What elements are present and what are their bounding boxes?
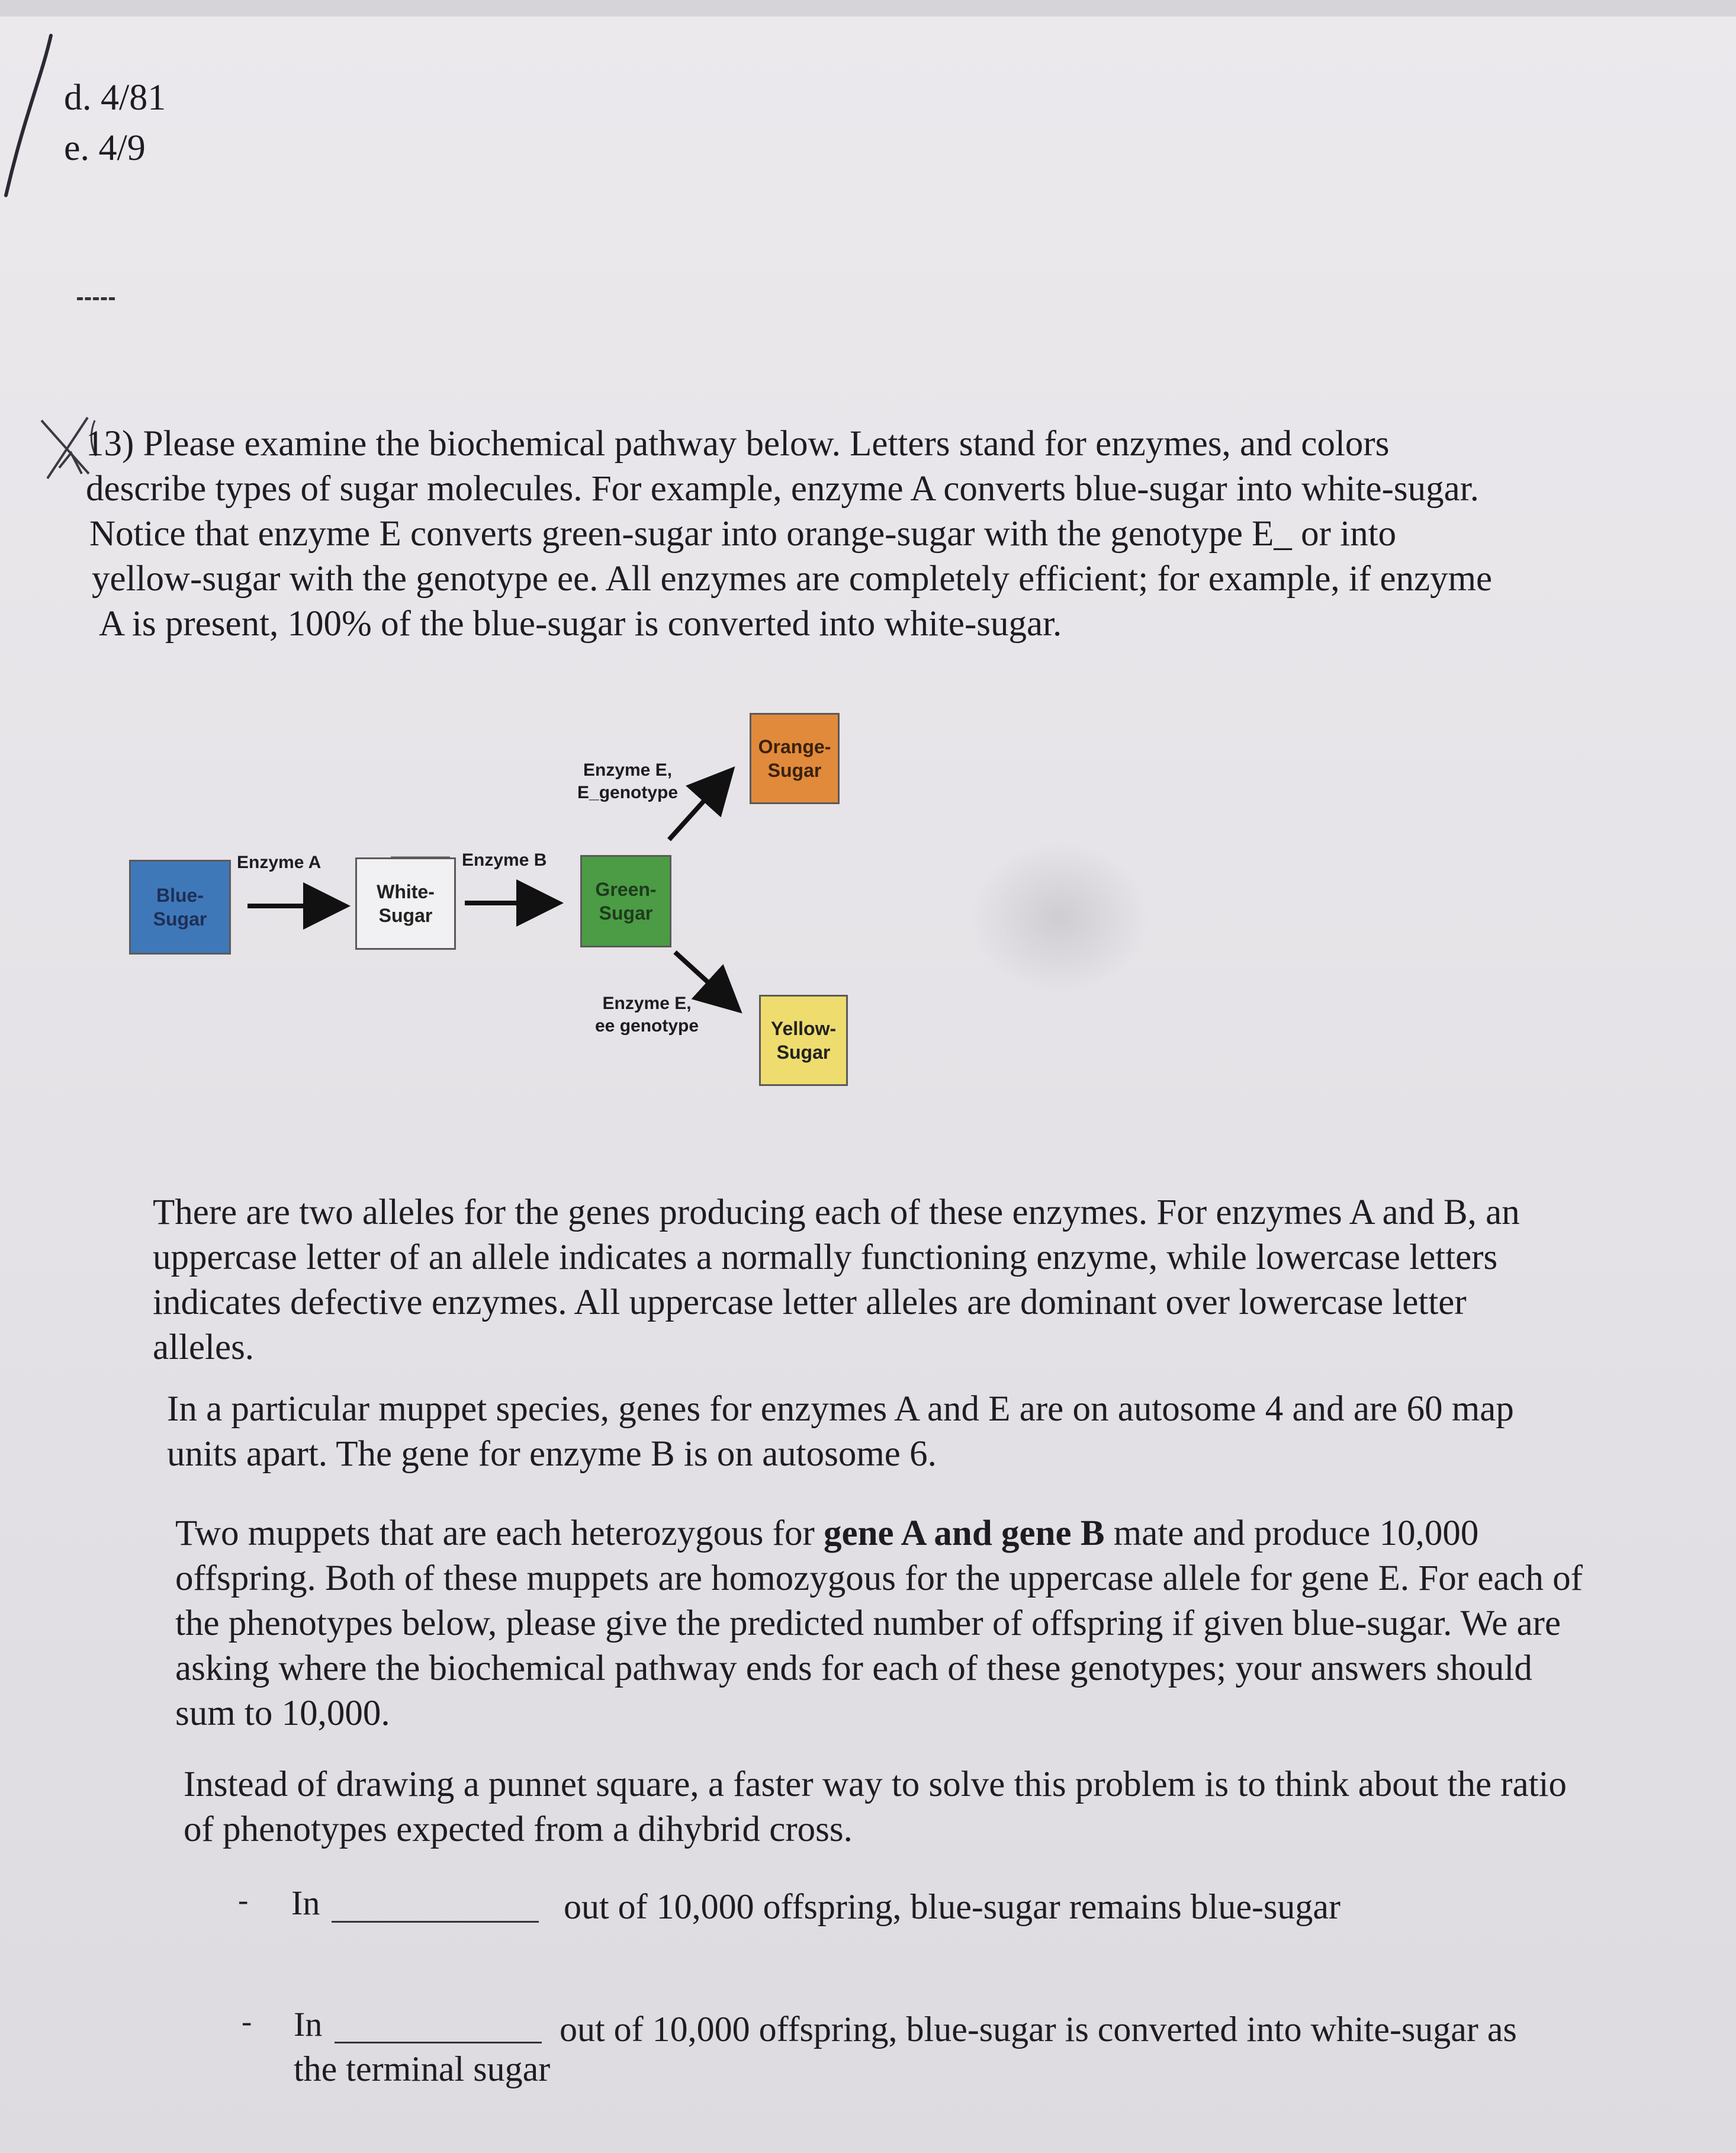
yellow-sugar-label: Yellow- Sugar	[770, 1018, 837, 1063]
option-e: e. 4/9	[64, 128, 146, 168]
alleles-paragraph	[153, 1190, 1520, 1370]
cross-text: mate and produce 10,000	[1104, 1513, 1479, 1553]
answer-blank-field[interactable]	[335, 2042, 542, 2043]
question-line: describe types of sugar molecules. For example, enzyme A converts blue-sugar into white-sugar.	[86, 469, 1479, 509]
alleles-line: uppercase letter of an allele indicates a normally functioning enzyme, while lowercase letters	[153, 1238, 1498, 1277]
cross-line: sum to 10,000.	[175, 1694, 390, 1733]
hint-line: Instead of drawing a punnet square, a faster way to solve this problem is to think about the ratio	[184, 1765, 1567, 1804]
yellow-sugar-box	[759, 995, 848, 1086]
answer-prefix: In	[291, 1884, 320, 1922]
enzyme-e-dominant-label: Enzyme E, E_genotype	[577, 760, 679, 802]
answer-prefix: In	[294, 2005, 323, 2043]
blue-sugar-label: Blue- Sugar	[153, 885, 207, 930]
orange-sugar-label: Orange- Sugar	[758, 736, 831, 781]
green-sugar-box	[580, 855, 671, 947]
cross-line	[175, 1511, 1583, 1556]
hint-line: of phenotypes expected from a dihybrid cross.	[184, 1810, 853, 1849]
alleles-line: There are two alleles for the genes producing each of these enzymes. For enzymes A and B, an	[153, 1193, 1520, 1232]
alleles-line: indicates defective enzymes. All uppercase letter alleles are dominant over lowercase letter	[153, 1283, 1467, 1322]
enzyme-a-label: Enzyme A	[237, 853, 322, 872]
question-line: A is present, 100% of the blue-sugar is converted into white-sugar.	[99, 604, 1062, 644]
linkage-line: units apart. The gene for enzyme B is on autosome 6.	[167, 1434, 937, 1474]
answer-blank-field[interactable]	[332, 1921, 539, 1923]
cross-bold-genes: gene A and gene B	[824, 1513, 1105, 1553]
hint-paragraph	[184, 1762, 1567, 1852]
alleles-line: alleles.	[153, 1328, 255, 1367]
cross-line: asking where the biochemical pathway ends for each of these genotypes; your answers should	[175, 1649, 1532, 1688]
answer-suffix: out of 10,000 offspring, blue-sugar is converted into white-sugar as	[560, 2010, 1517, 2049]
blue-sugar-box	[129, 860, 231, 955]
enzyme-b-label: Enzyme B	[462, 850, 547, 870]
bullet-dash: -	[242, 2005, 252, 2039]
question-line: 13) Please examine the biochemical pathway below. Letters stand for enzymes, and colors	[86, 424, 1390, 464]
option-d: d. 4/81	[64, 78, 166, 118]
linkage-line: In a particular muppet species, genes for enzymes A and E are on autosome 4 and are 60 map	[167, 1389, 1514, 1429]
green-sugar-label: Green- Sugar	[595, 879, 657, 924]
linkage-paragraph	[167, 1387, 1514, 1477]
bullet-dash: -	[238, 1884, 249, 1917]
answer-continuation: the terminal sugar	[294, 2049, 551, 2088]
answer-suffix: out of 10,000 offspring, blue-sugar remains blue-sugar	[564, 1887, 1340, 1926]
white-sugar-box	[355, 857, 456, 950]
orange-sugar-box	[750, 713, 840, 804]
shadow-smudge	[971, 841, 1149, 995]
question-line: yellow-sugar with the genotype ee. All enzymes are completely efficient; for example, if enzyme	[92, 559, 1493, 599]
question-line: Notice that enzyme E converts green-sugar into orange-sugar with the genotype E_ or into	[89, 514, 1397, 554]
white-sugar-label: White- Sugar	[377, 881, 435, 926]
cross-paragraph	[175, 1511, 1583, 1736]
enzyme-e-recessive-label: Enzyme E, ee genotype	[595, 994, 699, 1036]
cross-line: the phenotypes below, please give the predicted number of offspring if given blue-sugar. We are	[175, 1603, 1561, 1643]
cross-line: offspring. Both of these muppets are homozygous for the uppercase allele for gene E. For each of	[175, 1558, 1583, 1598]
cross-text: Two muppets that are each heterozygous for	[175, 1513, 824, 1553]
